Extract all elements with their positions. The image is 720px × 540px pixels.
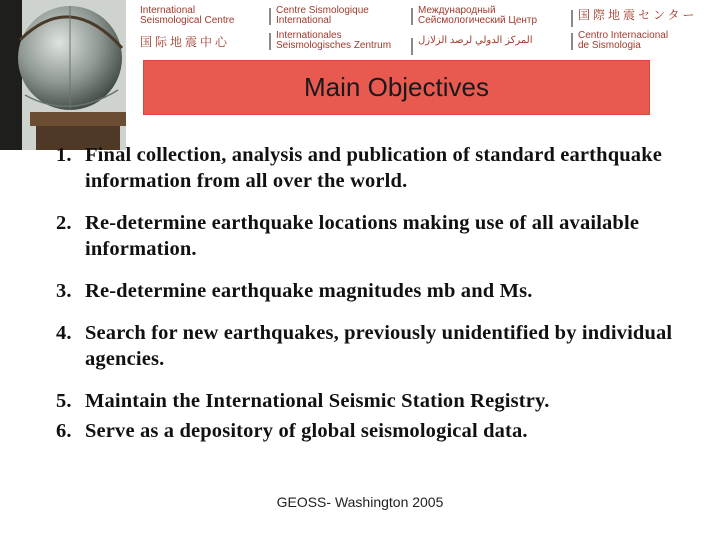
logo-text-es: Centro Internacional de Sismologia	[578, 31, 668, 51]
objective-number: 4.	[56, 322, 72, 344]
objective-item	[56, 210, 696, 262]
objective-text: Re-determine earthquake magnitudes mb and Ms.	[85, 280, 533, 302]
logo-text-fr: Centre Sismologique International	[276, 6, 369, 26]
slide-footer: GEOSS- Washington 2005	[276, 494, 444, 510]
objective-text: Re-determine earthquake locations making use of all available information.	[85, 212, 640, 260]
objective-text: Serve as a depository of global seismological data.	[85, 420, 528, 442]
objective-item	[56, 320, 696, 372]
objective-number: 5.	[56, 390, 72, 412]
objective-number: 3.	[56, 280, 72, 302]
objective-number: 6.	[56, 420, 72, 442]
logo-text-ar: المركز الدولي لرصد الزلازل	[418, 36, 532, 46]
objective-text: Final collection, analysis and publication of standard earthquake information from all over the world.	[85, 144, 663, 192]
title-banner	[143, 60, 650, 115]
logo-text-de: Internationales Seismologisches Zentrum	[276, 31, 391, 51]
objective-item	[56, 278, 696, 304]
logo-text-zh: 国际地震中心	[140, 35, 231, 49]
globe-image	[0, 0, 126, 150]
slide-title: Main Objectives	[304, 72, 489, 102]
objective-text: Maintain the International Seismic Station Registry.	[85, 390, 550, 412]
objective-item	[56, 142, 696, 194]
objective-number: 1.	[56, 144, 72, 166]
objective-item	[56, 388, 696, 414]
objective-number: 2.	[56, 212, 72, 234]
organization-logo	[136, 6, 720, 52]
objectives-list	[56, 142, 696, 444]
objective-text: Search for new earthquakes, previously unidentified by individual agencies.	[85, 322, 673, 370]
logo-text-ja: 国際地震センター	[578, 8, 698, 22]
objective-item	[56, 418, 696, 444]
logo-text-ru: Международный Сейсмологический Центр	[418, 6, 537, 26]
logo-text-en: International Seismological Centre	[140, 5, 235, 26]
